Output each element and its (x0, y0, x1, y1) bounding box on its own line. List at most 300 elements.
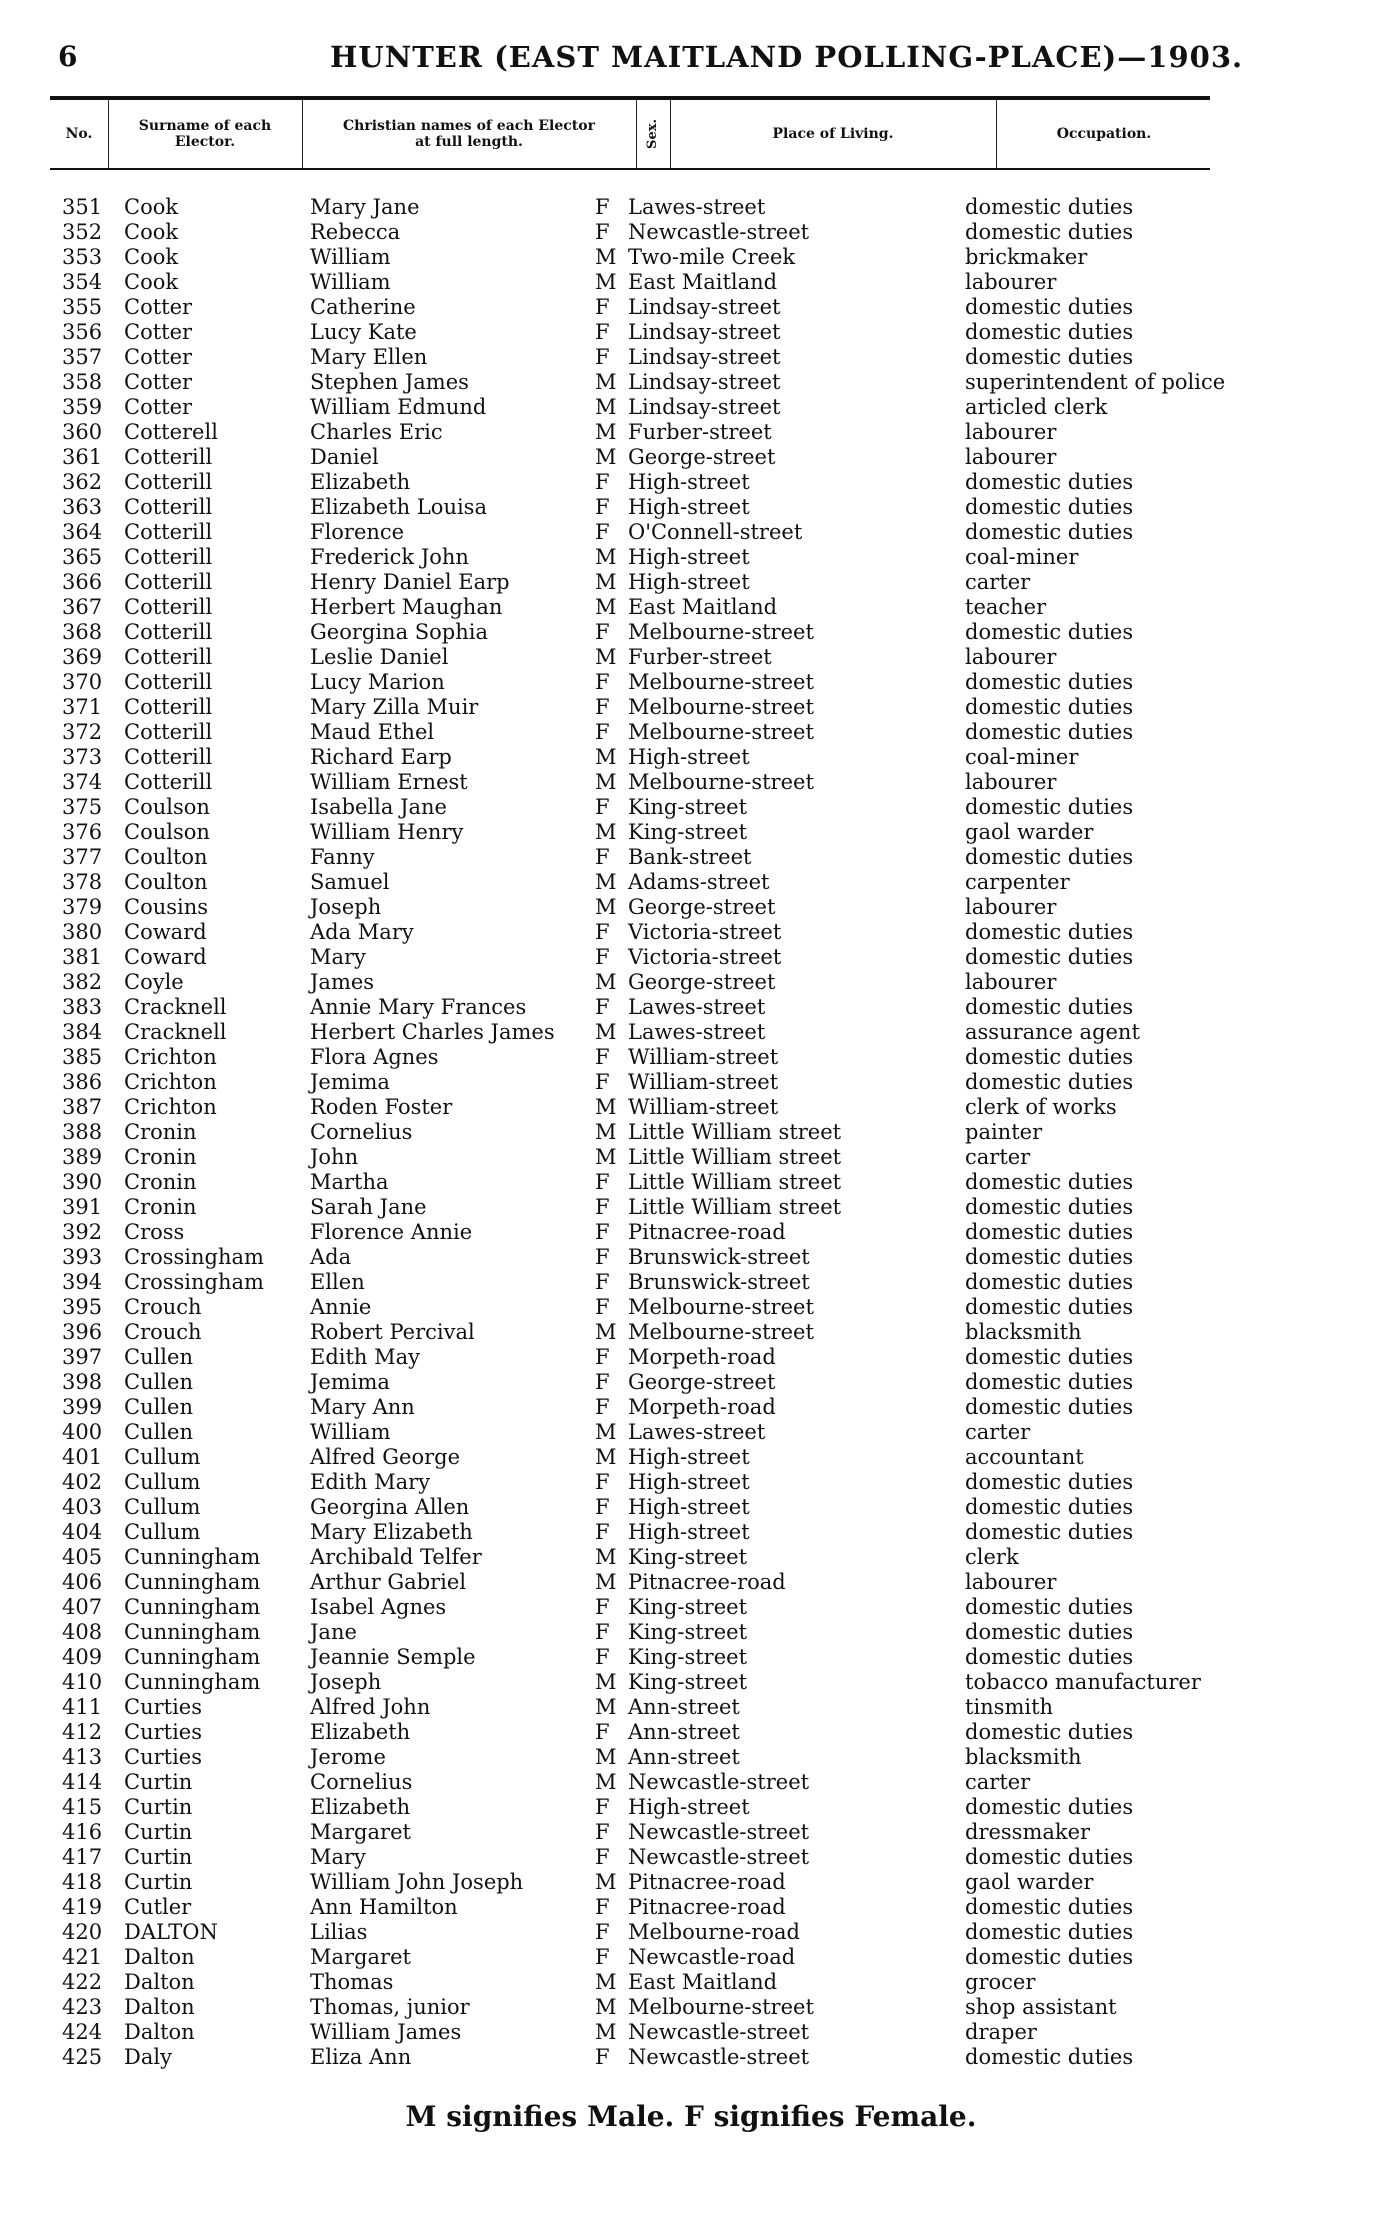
elector-row (0, 520, 1382, 545)
elector-row (0, 320, 1382, 345)
elector-row (0, 1670, 1382, 1695)
elector-sex: M (595, 1970, 617, 1994)
elector-row (0, 970, 1382, 995)
elector-surname: Crichton (124, 1070, 217, 1094)
elector-place-of-living: Melbourne-street (628, 1295, 814, 1319)
elector-row (0, 1695, 1382, 1720)
elector-occupation: teacher (965, 595, 1047, 619)
elector-christian-names: Mary Ellen (310, 345, 428, 369)
elector-christian-names: Mary Jane (310, 195, 420, 219)
elector-occupation: domestic duties (965, 695, 1134, 719)
elector-christian-names: Richard Earp (310, 745, 452, 769)
elector-row (0, 1045, 1382, 1070)
elector-occupation: domestic duties (965, 1220, 1134, 1244)
elector-sex: F (595, 1195, 610, 1219)
elector-occupation: domestic duties (965, 1270, 1134, 1294)
elector-place-of-living: O'Connell-street (628, 520, 803, 544)
elector-surname: Cotterill (124, 520, 213, 544)
elector-row (0, 595, 1382, 620)
elector-christian-names: Elizabeth (310, 1720, 411, 1744)
elector-surname: Cook (124, 270, 179, 294)
elector-sex: F (595, 1945, 610, 1969)
elector-row (0, 420, 1382, 445)
header-sex (638, 100, 668, 168)
elector-christian-names: Edith Mary (310, 1470, 431, 1494)
elector-occupation: domestic duties (965, 1845, 1134, 1869)
elector-row (0, 395, 1382, 420)
elector-occupation: draper (965, 2020, 1037, 2044)
elector-number: 358 (62, 370, 103, 394)
elector-number: 376 (62, 820, 103, 844)
elector-surname: Cook (124, 195, 179, 219)
elector-surname: Crouch (124, 1320, 202, 1344)
elector-row (0, 1895, 1382, 1920)
elector-christian-names: William (310, 245, 391, 269)
elector-christian-names: Annie (310, 1295, 372, 1319)
elector-occupation: domestic duties (965, 1295, 1134, 1319)
elector-christian-names: William (310, 1420, 391, 1444)
elector-number: 351 (62, 195, 103, 219)
elector-row (0, 1170, 1382, 1195)
elector-christian-names: Cornelius (310, 1770, 413, 1794)
elector-row (0, 1620, 1382, 1645)
elector-occupation: carpenter (965, 870, 1070, 894)
elector-sex: M (595, 1745, 617, 1769)
elector-surname: Crichton (124, 1045, 217, 1069)
elector-occupation: domestic duties (965, 1345, 1134, 1369)
elector-christian-names: William Ernest (310, 770, 468, 794)
header-divider (302, 100, 303, 168)
elector-surname: Coulton (124, 870, 208, 894)
elector-row (0, 720, 1382, 745)
elector-sex: F (595, 1070, 610, 1094)
elector-surname: Cunningham (124, 1670, 261, 1694)
elector-surname: Cunningham (124, 1545, 261, 1569)
elector-row (0, 1020, 1382, 1045)
elector-christian-names: Mary Zilla Muir (310, 695, 479, 719)
elector-place-of-living: Melbourne-street (628, 1320, 814, 1344)
elector-number: 377 (62, 845, 103, 869)
elector-occupation: domestic duties (965, 1470, 1134, 1494)
elector-number: 380 (62, 920, 103, 944)
elector-number: 384 (62, 1020, 103, 1044)
elector-occupation: domestic duties (965, 1495, 1134, 1519)
elector-place-of-living: King-street (628, 820, 748, 844)
elector-sex: M (595, 1120, 617, 1144)
elector-surname: Cotterill (124, 445, 213, 469)
elector-occupation: domestic duties (965, 320, 1134, 344)
elector-surname: Curties (124, 1695, 202, 1719)
elector-place-of-living: Lindsay-street (628, 395, 781, 419)
elector-sex: F (595, 1295, 610, 1319)
elector-christian-names: Arthur Gabriel (310, 1570, 467, 1594)
elector-christian-names: Cornelius (310, 1120, 413, 1144)
elector-number: 396 (62, 1320, 103, 1344)
elector-occupation: gaol warder (965, 820, 1094, 844)
elector-occupation: domestic duties (965, 1895, 1134, 1919)
elector-occupation: domestic duties (965, 845, 1134, 869)
elector-christian-names: Robert Percival (310, 1320, 475, 1344)
elector-christian-names: Sarah Jane (310, 1195, 427, 1219)
elector-number: 362 (62, 470, 103, 494)
elector-christian-names: William James (310, 2020, 462, 2044)
elector-row (0, 495, 1382, 520)
elector-christian-names: Elizabeth (310, 470, 411, 494)
elector-number: 382 (62, 970, 103, 994)
elector-sex: M (595, 1020, 617, 1044)
elector-number: 365 (62, 545, 103, 569)
elector-number: 395 (62, 1295, 103, 1319)
elector-occupation: articled clerk (965, 395, 1108, 419)
elector-surname: Cook (124, 245, 179, 269)
elector-place-of-living: Newcastle-street (628, 2020, 810, 2044)
elector-surname: Dalton (124, 1970, 195, 1994)
elector-place-of-living: Ann-street (628, 1720, 740, 1744)
elector-surname: Cotter (124, 345, 193, 369)
elector-sex: M (595, 1995, 617, 2019)
elector-number: 413 (62, 1745, 103, 1769)
elector-place-of-living: Little William street (628, 1170, 842, 1194)
elector-number: 370 (62, 670, 103, 694)
elector-occupation: domestic duties (965, 670, 1134, 694)
elector-occupation: domestic duties (965, 220, 1134, 244)
elector-surname: Coulton (124, 845, 208, 869)
elector-row (0, 995, 1382, 1020)
elector-surname: Curtin (124, 1770, 193, 1794)
elector-row (0, 1595, 1382, 1620)
elector-row (0, 1570, 1382, 1595)
elector-row (0, 1345, 1382, 1370)
elector-christian-names: Georgina Sophia (310, 620, 488, 644)
elector-place-of-living: Lawes-street (628, 195, 766, 219)
elector-number: 369 (62, 645, 103, 669)
elector-row (0, 1645, 1382, 1670)
elector-place-of-living: Little William street (628, 1120, 842, 1144)
elector-place-of-living: King-street (628, 795, 748, 819)
elector-number: 367 (62, 595, 103, 619)
elector-christian-names: Charles Eric (310, 420, 443, 444)
elector-surname: Cunningham (124, 1595, 261, 1619)
elector-row (0, 820, 1382, 845)
elector-christian-names: James (310, 970, 375, 994)
elector-christian-names: Jane (310, 1620, 357, 1644)
elector-place-of-living: Bank-street (628, 845, 752, 869)
elector-row (0, 645, 1382, 670)
elector-occupation: painter (965, 1120, 1043, 1144)
elector-surname: Coyle (124, 970, 184, 994)
elector-occupation: tinsmith (965, 1695, 1054, 1719)
elector-surname: Cronin (124, 1120, 197, 1144)
electors-list (0, 195, 1382, 2070)
elector-occupation: labourer (965, 645, 1057, 669)
elector-christian-names: Catherine (310, 295, 416, 319)
elector-place-of-living: King-street (628, 1645, 748, 1669)
elector-occupation: labourer (965, 270, 1057, 294)
elector-surname: Cotterell (124, 420, 218, 444)
elector-christian-names: Mary Ann (310, 1395, 415, 1419)
elector-number: 423 (62, 1995, 103, 2019)
elector-sex: M (595, 1570, 617, 1594)
elector-sex: F (595, 295, 610, 319)
elector-row (0, 745, 1382, 770)
elector-number: 424 (62, 2020, 103, 2044)
elector-row (0, 945, 1382, 970)
elector-place-of-living: Ann-street (628, 1745, 740, 1769)
elector-occupation: clerk of works (965, 1095, 1117, 1119)
elector-surname: Cotterill (124, 595, 213, 619)
elector-christian-names: Herbert Charles James (310, 1020, 555, 1044)
elector-row (0, 1245, 1382, 1270)
elector-number: 409 (62, 1645, 103, 1669)
elector-place-of-living: William-street (628, 1045, 779, 1069)
elector-sex: M (595, 745, 617, 769)
elector-sex: F (595, 920, 610, 944)
elector-christian-names: Ada Mary (310, 920, 414, 944)
elector-sex: M (595, 895, 617, 919)
elector-row (0, 2020, 1382, 2045)
elector-occupation: superintendent of police (965, 370, 1226, 394)
elector-row (0, 1870, 1382, 1895)
elector-row (0, 870, 1382, 895)
elector-number: 404 (62, 1520, 103, 1544)
elector-occupation: labourer (965, 445, 1057, 469)
elector-place-of-living: Newcastle-street (628, 220, 810, 244)
elector-surname: Cotterill (124, 770, 213, 794)
elector-christian-names: Rebecca (310, 220, 401, 244)
elector-surname: Cullen (124, 1370, 193, 1394)
elector-sex: F (595, 1245, 610, 1269)
elector-number: 425 (62, 2045, 103, 2069)
elector-surname: Cunningham (124, 1645, 261, 1669)
elector-christian-names: Lucy Kate (310, 320, 417, 344)
header-divider (670, 100, 671, 168)
elector-row (0, 1145, 1382, 1170)
elector-christian-names: Roden Foster (310, 1095, 453, 1119)
elector-row (0, 345, 1382, 370)
elector-christian-names: Jemima (310, 1370, 390, 1394)
elector-christian-names: Flora Agnes (310, 1045, 439, 1069)
elector-occupation: clerk (965, 1545, 1019, 1569)
elector-place-of-living: George-street (628, 1370, 776, 1394)
elector-occupation: domestic duties (965, 1520, 1134, 1544)
elector-occupation: gaol warder (965, 1870, 1094, 1894)
elector-place-of-living: Lindsay-street (628, 295, 781, 319)
elector-christian-names: Ada (310, 1245, 352, 1269)
elector-number: 363 (62, 495, 103, 519)
elector-row (0, 1120, 1382, 1145)
elector-row (0, 1820, 1382, 1845)
elector-number: 373 (62, 745, 103, 769)
elector-row (0, 1720, 1382, 1745)
elector-christian-names: Isabella Jane (310, 795, 447, 819)
elector-surname: Cracknell (124, 995, 227, 1019)
elector-occupation: domestic duties (965, 1170, 1134, 1194)
elector-surname: Dalton (124, 1995, 195, 2019)
elector-sex: F (595, 1395, 610, 1419)
elector-number: 354 (62, 270, 103, 294)
elector-row (0, 195, 1382, 220)
elector-number: 405 (62, 1545, 103, 1569)
elector-sex: F (595, 1595, 610, 1619)
elector-row (0, 1770, 1382, 1795)
header-divider (108, 100, 109, 168)
elector-place-of-living: Melbourne-street (628, 770, 814, 794)
elector-place-of-living: Brunswick-street (628, 1245, 810, 1269)
elector-occupation: domestic duties (965, 295, 1134, 319)
elector-sex: F (595, 620, 610, 644)
elector-number: 412 (62, 1720, 103, 1744)
elector-row (0, 620, 1382, 645)
elector-occupation: domestic duties (965, 495, 1134, 519)
elector-sex: F (595, 1920, 610, 1944)
elector-number: 411 (62, 1695, 103, 1719)
elector-place-of-living: Lindsay-street (628, 345, 781, 369)
elector-christian-names: Jeannie Semple (310, 1645, 476, 1669)
elector-surname: Curtin (124, 1845, 193, 1869)
elector-row (0, 545, 1382, 570)
elector-sex: M (595, 245, 617, 269)
elector-surname: Cronin (124, 1145, 197, 1169)
elector-christian-names: Leslie Daniel (310, 645, 449, 669)
elector-occupation: domestic duties (965, 1070, 1134, 1094)
elector-occupation: carter (965, 570, 1031, 594)
elector-occupation: labourer (965, 420, 1057, 444)
elector-sex: M (595, 420, 617, 444)
elector-place-of-living: Pitnacree-road (628, 1870, 786, 1894)
elector-occupation: labourer (965, 895, 1057, 919)
elector-surname: Cutler (124, 1895, 192, 1919)
elector-occupation: domestic duties (965, 345, 1134, 369)
elector-row (0, 920, 1382, 945)
elector-sex: F (595, 1495, 610, 1519)
elector-surname: Cotter (124, 295, 193, 319)
elector-place-of-living: High-street (628, 1470, 750, 1494)
elector-surname: Cracknell (124, 1020, 227, 1044)
elector-row (0, 245, 1382, 270)
elector-number: 357 (62, 345, 103, 369)
elector-surname: Cook (124, 220, 179, 244)
page-number: 6 (58, 40, 78, 73)
elector-number: 383 (62, 995, 103, 1019)
elector-place-of-living: Morpeth-road (628, 1345, 776, 1369)
elector-place-of-living: Melbourne-street (628, 670, 814, 694)
elector-surname: Cotterill (124, 620, 213, 644)
elector-surname: Coulson (124, 795, 210, 819)
elector-number: 418 (62, 1870, 103, 1894)
elector-number: 356 (62, 320, 103, 344)
elector-occupation: domestic duties (965, 995, 1134, 1019)
elector-place-of-living: George-street (628, 970, 776, 994)
elector-surname: Curtin (124, 1820, 193, 1844)
elector-number: 364 (62, 520, 103, 544)
elector-row (0, 2045, 1382, 2070)
elector-place-of-living: Melbourne-street (628, 620, 814, 644)
elector-place-of-living: Pitnacree-road (628, 1220, 786, 1244)
elector-sex: F (595, 670, 610, 694)
sex-legend-footer: M signifies Male. F signifies Female. (405, 2100, 977, 2133)
elector-sex: M (595, 395, 617, 419)
elector-surname: Cotterill (124, 545, 213, 569)
elector-surname: Cunningham (124, 1570, 261, 1594)
elector-surname: Dalton (124, 1945, 195, 1969)
elector-number: 398 (62, 1370, 103, 1394)
elector-number: 408 (62, 1620, 103, 1644)
elector-surname: Cotter (124, 395, 193, 419)
elector-number: 397 (62, 1345, 103, 1369)
elector-place-of-living: Little William street (628, 1145, 842, 1169)
elector-occupation: domestic duties (965, 920, 1134, 944)
elector-occupation: domestic duties (965, 470, 1134, 494)
elector-place-of-living: East Maitland (628, 595, 778, 619)
elector-surname: Coward (124, 945, 207, 969)
elector-occupation: domestic duties (965, 195, 1134, 219)
elector-christian-names: Lilias (310, 1920, 368, 1944)
elector-number: 374 (62, 770, 103, 794)
elector-place-of-living: Victoria-street (628, 920, 782, 944)
elector-surname: Cullen (124, 1395, 193, 1419)
elector-number: 379 (62, 895, 103, 919)
elector-christian-names: Joseph (310, 895, 382, 919)
elector-sex: F (595, 1345, 610, 1369)
elector-place-of-living: High-street (628, 1495, 750, 1519)
elector-place-of-living: Pitnacree-road (628, 1895, 786, 1919)
elector-number: 401 (62, 1445, 103, 1469)
elector-row (0, 1945, 1382, 1970)
elector-place-of-living: Melbourne-street (628, 695, 814, 719)
elector-occupation: labourer (965, 970, 1057, 994)
elector-christian-names: Isabel Agnes (310, 1595, 447, 1619)
elector-row (0, 1195, 1382, 1220)
elector-sex: F (595, 495, 610, 519)
elector-number: 366 (62, 570, 103, 594)
elector-row (0, 1745, 1382, 1770)
elector-place-of-living: High-street (628, 545, 750, 569)
elector-christian-names: Mary Elizabeth (310, 1520, 473, 1544)
elector-row (0, 370, 1382, 395)
elector-occupation: blacksmith (965, 1745, 1082, 1769)
elector-occupation: domestic duties (965, 1920, 1134, 1944)
elector-place-of-living: King-street (628, 1595, 748, 1619)
elector-surname: Curties (124, 1720, 202, 1744)
elector-occupation: domestic duties (965, 795, 1134, 819)
elector-sex: F (595, 345, 610, 369)
elector-number: 355 (62, 295, 103, 319)
elector-sex: F (595, 320, 610, 344)
elector-sex: F (595, 795, 610, 819)
elector-place-of-living: Pitnacree-road (628, 1570, 786, 1594)
elector-sex: M (595, 870, 617, 894)
elector-christian-names: Mary (310, 1845, 366, 1869)
elector-number: 391 (62, 1195, 103, 1219)
elector-surname: Cotterill (124, 670, 213, 694)
elector-place-of-living: Furber-street (628, 420, 772, 444)
elector-place-of-living: King-street (628, 1620, 748, 1644)
elector-surname: Cotterill (124, 570, 213, 594)
elector-surname: Curtin (124, 1795, 193, 1819)
elector-sex: M (595, 1420, 617, 1444)
elector-row (0, 1220, 1382, 1245)
elector-row (0, 445, 1382, 470)
elector-place-of-living: William-street (628, 1095, 779, 1119)
elector-occupation: domestic duties (965, 1370, 1134, 1394)
elector-surname: Crossingham (124, 1270, 264, 1294)
elector-surname: Cullum (124, 1520, 201, 1544)
elector-christian-names: Alfred John (310, 1695, 431, 1719)
elector-christian-names: Eliza Ann (310, 2045, 412, 2069)
elector-sex: F (595, 1470, 610, 1494)
elector-sex: F (595, 220, 610, 244)
elector-occupation: carter (965, 1145, 1031, 1169)
